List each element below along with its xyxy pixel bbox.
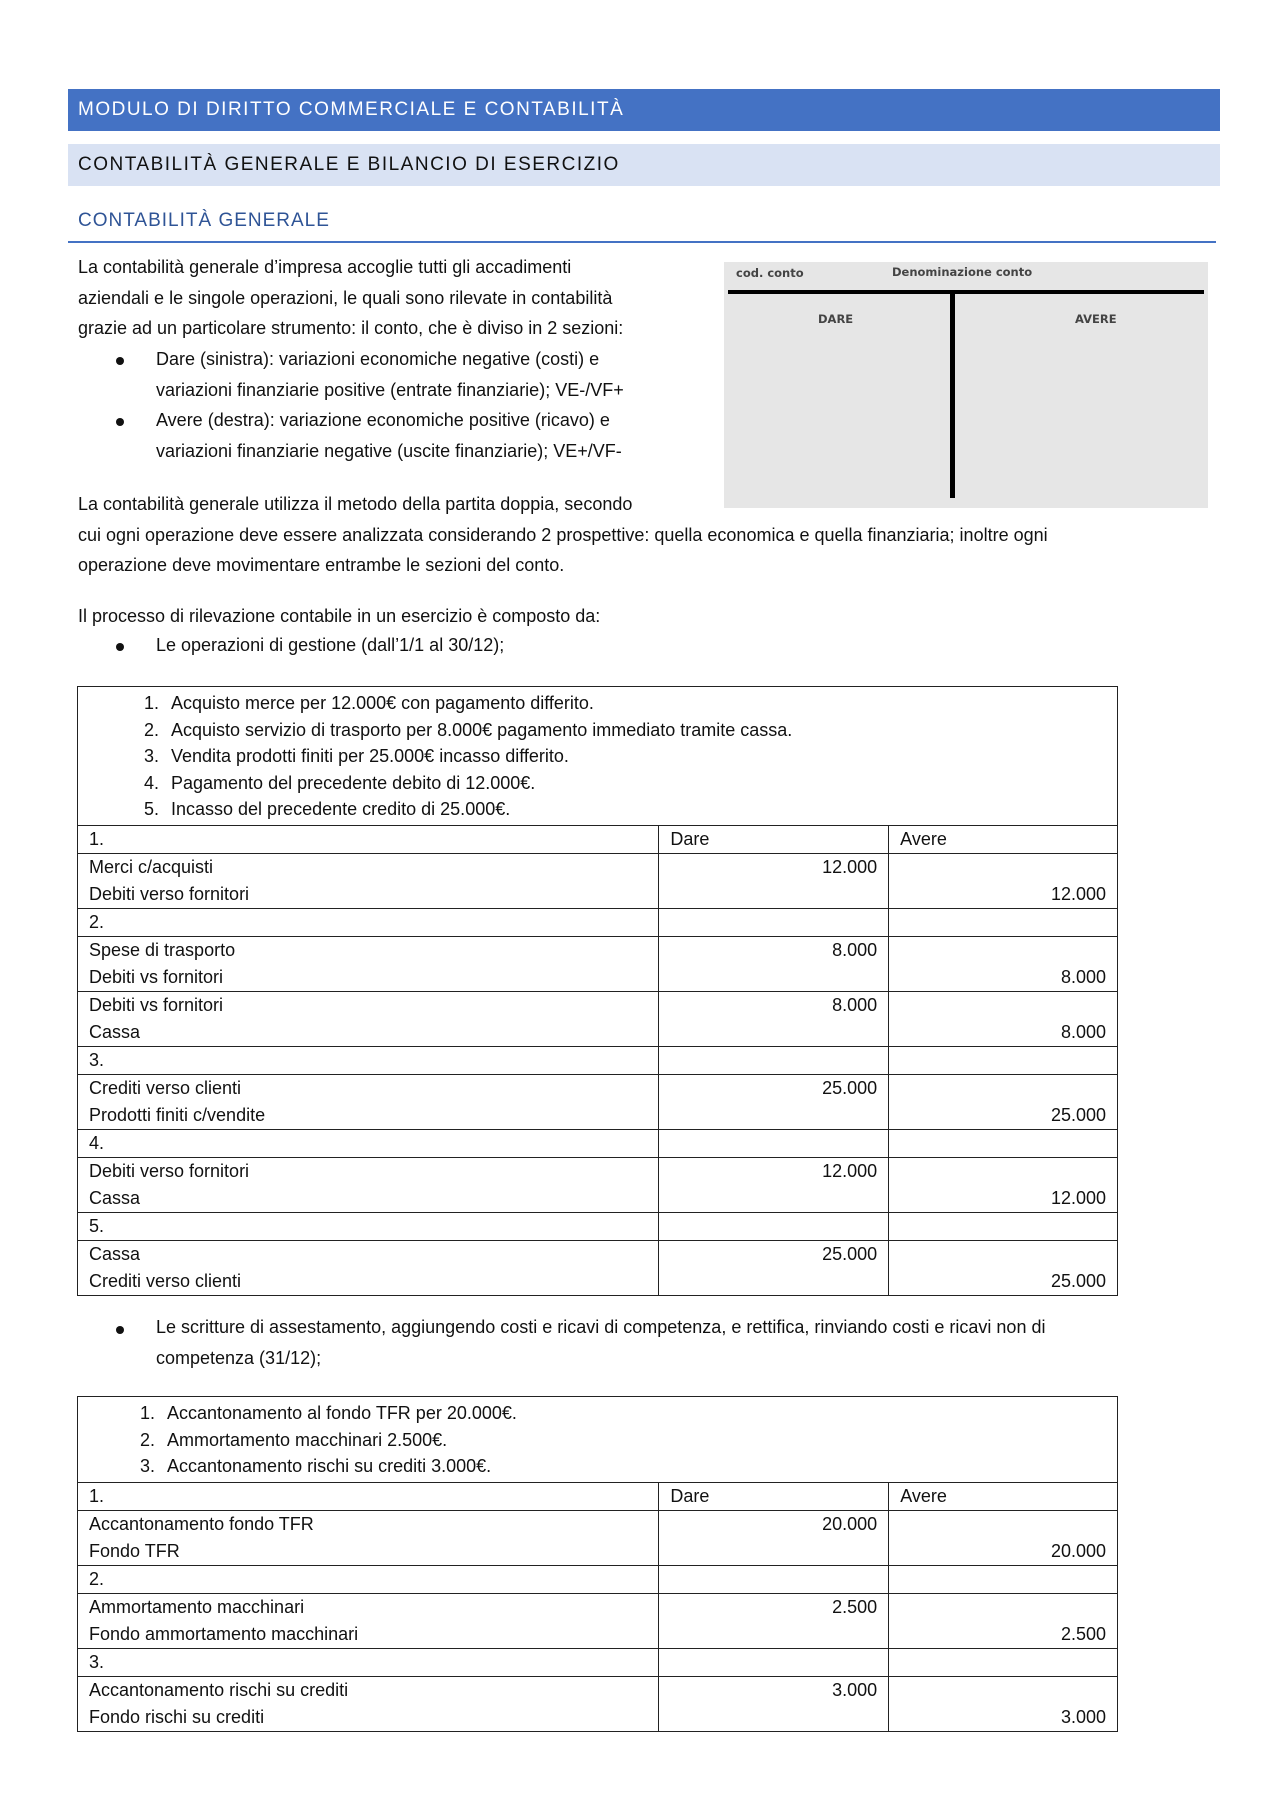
dare-amount: 25.000 [822, 1243, 878, 1264]
table-row [78, 1240, 1118, 1295]
avere-amount-cell [889, 936, 1118, 991]
bullet-assestamento [156, 1312, 1236, 1373]
entry-number: 1. [78, 1482, 659, 1510]
empty-line [670, 1185, 877, 1212]
entry-number: 2. [78, 1565, 659, 1593]
dare-header [659, 1648, 889, 1676]
account-names [78, 1157, 659, 1212]
empty-line [670, 1019, 877, 1046]
empty-line [900, 1075, 1106, 1102]
dare-header: Dare [659, 825, 889, 853]
operation-item [125, 1427, 1106, 1454]
dare-amount-cell [659, 1676, 889, 1731]
text-line: cui ogni operazione deve essere analizzata considerando 2 prospettive: quella economica e quella finanziaria; inoltre ogni [78, 524, 1048, 545]
empty-line [670, 881, 877, 908]
table-row [78, 908, 1118, 936]
avere-amount: 12.000 [1050, 1187, 1106, 1208]
dare-header [659, 1212, 889, 1240]
operation-number: 2. [143, 719, 159, 740]
avere-amount: 2.500 [1060, 1623, 1106, 1644]
t-account-code: cod. conto [736, 266, 804, 280]
credit-account: Fondo rischi su crediti [89, 1706, 265, 1727]
avere-amount-cell [889, 1593, 1118, 1648]
bullet-icon [116, 418, 124, 426]
empty-line [900, 937, 1106, 964]
operation-text: Accantonamento rischi su crediti 3.000€. [167, 1456, 492, 1476]
dare-amount-cell [659, 1157, 889, 1212]
dare-header: Dare [659, 1482, 889, 1510]
table-row [78, 1129, 1118, 1157]
bullet-dare [156, 344, 716, 405]
avere-amount-cell [889, 1157, 1118, 1212]
journal-table-gestione [77, 686, 1118, 1296]
empty-line [670, 964, 877, 991]
table-row [78, 991, 1118, 1046]
debit-account: Merci c/acquisti [89, 856, 214, 877]
debit-account: Debiti vs fornitori [89, 994, 224, 1015]
dare-header [659, 908, 889, 936]
debit-account: Cassa [89, 1243, 141, 1264]
bullet-icon [116, 1326, 124, 1334]
dare-amount: 2.500 [832, 1596, 878, 1617]
credit-account: Prodotti finiti c/vendite [89, 1104, 266, 1125]
table-row [78, 1593, 1118, 1648]
dare-header [659, 1565, 889, 1593]
credit-account: Debiti vs fornitori [89, 966, 224, 987]
dare-amount: 25.000 [822, 1077, 878, 1098]
account-names [78, 1074, 659, 1129]
entry-number: 1. [78, 825, 659, 853]
avere-header [889, 1212, 1118, 1240]
avere-amount: 8.000 [1060, 966, 1106, 987]
t-account-name: Denominazione conto [892, 265, 1033, 279]
avere-amount-cell [889, 1676, 1118, 1731]
module-header: MODULO DI DIRITTO COMMERCIALE E CONTABILITÀ [68, 89, 1220, 131]
section-title: CONTABILITÀ GENERALE [78, 210, 330, 231]
operation-item [125, 1400, 1106, 1427]
account-names [78, 1510, 659, 1565]
bullet-line: variazioni finanziarie positive (entrate finanziarie); VE-/VF+ [156, 379, 624, 400]
empty-line [900, 1241, 1106, 1268]
empty-line [900, 1158, 1106, 1185]
empty-line [900, 854, 1106, 881]
operation-number: 4. [143, 772, 159, 793]
empty-line [670, 1621, 877, 1648]
operation-item [125, 1453, 1106, 1480]
avere-amount: 20.000 [1050, 1540, 1106, 1561]
text-line: La contabilità generale utilizza il metodo della partita doppia, secondo [78, 494, 633, 514]
dare-amount-cell [659, 1074, 889, 1129]
operation-item [129, 743, 1106, 770]
section-rule [68, 241, 1216, 243]
debit-account: Ammortamento macchinari [89, 1596, 305, 1617]
bullet-line: Avere (destra): variazione economiche positive (ricavo) e [156, 410, 610, 430]
bullet-line: Dare (sinistra): variazioni economiche negative (costi) e [156, 349, 600, 369]
operation-text: Accantonamento al fondo TFR per 20.000€. [167, 1403, 517, 1423]
entry-number: 5. [78, 1212, 659, 1240]
intro-line: aziendali e le singole operazioni, le quali sono rilevate in contabilità [78, 287, 613, 308]
table-row [78, 1157, 1118, 1212]
t-account-vertical-bar [950, 290, 955, 498]
avere-header [889, 1648, 1118, 1676]
operation-text: Acquisto merce per 12.000€ con pagamento differito. [171, 693, 594, 713]
t-account-diagram [724, 262, 1208, 508]
table-row [78, 1212, 1118, 1240]
credit-account: Crediti verso clienti [89, 1270, 242, 1291]
intro-paragraph [78, 252, 718, 344]
dare-amount-cell [659, 1510, 889, 1565]
empty-line [900, 1594, 1106, 1621]
dare-amount-cell [659, 936, 889, 991]
empty-line [900, 1677, 1106, 1704]
account-names [78, 1593, 659, 1648]
avere-amount: 8.000 [1060, 1021, 1106, 1042]
dare-header [659, 1046, 889, 1074]
bullet-line: variazioni finanziarie negative (uscite finanziarie); VE+/VF- [156, 440, 622, 461]
avere-header [889, 1129, 1118, 1157]
operation-text: Ammortamento macchinari 2.500€. [167, 1429, 448, 1450]
entry-number: 2. [78, 908, 659, 936]
operation-number: 2. [139, 1429, 155, 1450]
avere-header [889, 1046, 1118, 1074]
dare-amount-cell [659, 853, 889, 908]
avere-amount-cell [889, 853, 1118, 908]
table-row [78, 853, 1118, 908]
operation-text: Pagamento del precedente debito di 12.000€. [171, 772, 536, 793]
chapter-header: CONTABILITÀ GENERALE E BILANCIO DI ESERCIZIO [68, 144, 1220, 186]
operations-cell [78, 687, 1118, 826]
credit-account: Debiti verso fornitori [89, 883, 250, 904]
dare-amount: 12.000 [822, 1160, 878, 1181]
avere-amount-cell [889, 991, 1118, 1046]
operations-cell [78, 1397, 1118, 1483]
empty-line [900, 1511, 1106, 1538]
table-row [78, 1074, 1118, 1129]
dare-amount: 8.000 [832, 994, 878, 1015]
bullet-gestione: Le operazioni di gestione (dall’1/1 al 30/12); [156, 635, 505, 655]
avere-amount-cell [889, 1510, 1118, 1565]
operation-number: 3. [143, 746, 159, 766]
operation-text: Incasso del precedente credito di 25.000€. [171, 799, 511, 819]
partita-doppia-paragraph [78, 489, 1228, 581]
debit-account: Spese di trasporto [89, 939, 236, 960]
table-row [78, 1648, 1118, 1676]
table-row [78, 936, 1118, 991]
operation-number: 3. [139, 1456, 155, 1476]
account-names [78, 853, 659, 908]
avere-amount: 3.000 [1060, 1706, 1106, 1727]
credit-account: Fondo ammortamento macchinari [89, 1623, 359, 1644]
dare-header [659, 1129, 889, 1157]
dare-amount-cell [659, 1240, 889, 1295]
avere-header [889, 1565, 1118, 1593]
table-row [78, 1676, 1118, 1731]
operation-item [129, 796, 1106, 823]
credit-account: Cassa [89, 1021, 141, 1042]
operation-text: Vendita prodotti finiti per 25.000€ incasso differito. [171, 746, 569, 766]
entry-number: 4. [78, 1129, 659, 1157]
empty-line [900, 992, 1106, 1019]
dare-amount-cell [659, 1593, 889, 1648]
table-row [78, 1565, 1118, 1593]
avere-amount: 25.000 [1050, 1104, 1106, 1125]
journal-table-assestamento [77, 1396, 1118, 1732]
avere-header: Avere [889, 1482, 1118, 1510]
operation-item [129, 690, 1106, 717]
operation-number: 1. [139, 1403, 155, 1423]
empty-line [670, 1538, 877, 1565]
dare-amount: 12.000 [822, 856, 878, 877]
dare-amount-cell [659, 991, 889, 1046]
table-row [78, 825, 1118, 853]
operation-number: 1. [143, 693, 159, 713]
account-names [78, 991, 659, 1046]
table-row [78, 1482, 1118, 1510]
entry-number: 3. [78, 1046, 659, 1074]
avere-header [889, 908, 1118, 936]
empty-line [670, 1102, 877, 1129]
debit-account: Debiti verso fornitori [89, 1160, 250, 1181]
avere-amount: 25.000 [1050, 1270, 1106, 1291]
bullet-icon [116, 357, 124, 365]
t-account-left-label: DARE [818, 312, 854, 326]
avere-header: Avere [889, 825, 1118, 853]
account-names [78, 1676, 659, 1731]
debit-account: Crediti verso clienti [89, 1077, 242, 1098]
text-line: operazione deve movimentare entrambe le sezioni del conto. [78, 555, 565, 575]
dare-amount: 20.000 [822, 1513, 878, 1534]
bullet-line: competenza (31/12); [156, 1347, 322, 1368]
dare-amount: 8.000 [832, 939, 878, 960]
avere-amount: 12.000 [1050, 883, 1106, 904]
table-row [78, 1046, 1118, 1074]
debit-account: Accantonamento rischi su crediti [89, 1679, 349, 1700]
operation-text: Acquisto servizio di trasporto per 8.000€ pagamento immediato tramite cassa. [171, 719, 793, 740]
t-account-right-label: AVERE [1075, 312, 1117, 326]
entry-number: 3. [78, 1648, 659, 1676]
table-row [78, 1510, 1118, 1565]
bullet-line: Le scritture di assestamento, aggiungendo costi e ricavi di competenza, e rettifica, rinviando costi e ricavi non di [156, 1317, 1046, 1337]
bullet-avere [156, 405, 716, 466]
debit-account: Accantonamento fondo TFR [89, 1513, 314, 1534]
intro-line: La contabilità generale d’impresa accoglie tutti gli accadimenti [78, 257, 572, 277]
avere-amount-cell [889, 1074, 1118, 1129]
bullet-icon [116, 643, 124, 651]
t-account-horizontal-bar [728, 290, 1204, 294]
processo-intro: Il processo di rilevazione contabile in un esercizio è composto da: [78, 606, 601, 626]
credit-account: Cassa [89, 1187, 141, 1208]
operation-item [129, 717, 1106, 744]
account-names [78, 1240, 659, 1295]
account-names [78, 936, 659, 991]
operation-item [129, 770, 1106, 797]
credit-account: Fondo TFR [89, 1540, 180, 1561]
dare-amount: 3.000 [832, 1679, 878, 1700]
empty-line [670, 1704, 877, 1731]
intro-line: grazie ad un particolare strumento: il conto, che è diviso in 2 sezioni: [78, 318, 624, 338]
operation-number: 5. [143, 799, 159, 819]
empty-line [670, 1268, 877, 1295]
avere-amount-cell [889, 1240, 1118, 1295]
